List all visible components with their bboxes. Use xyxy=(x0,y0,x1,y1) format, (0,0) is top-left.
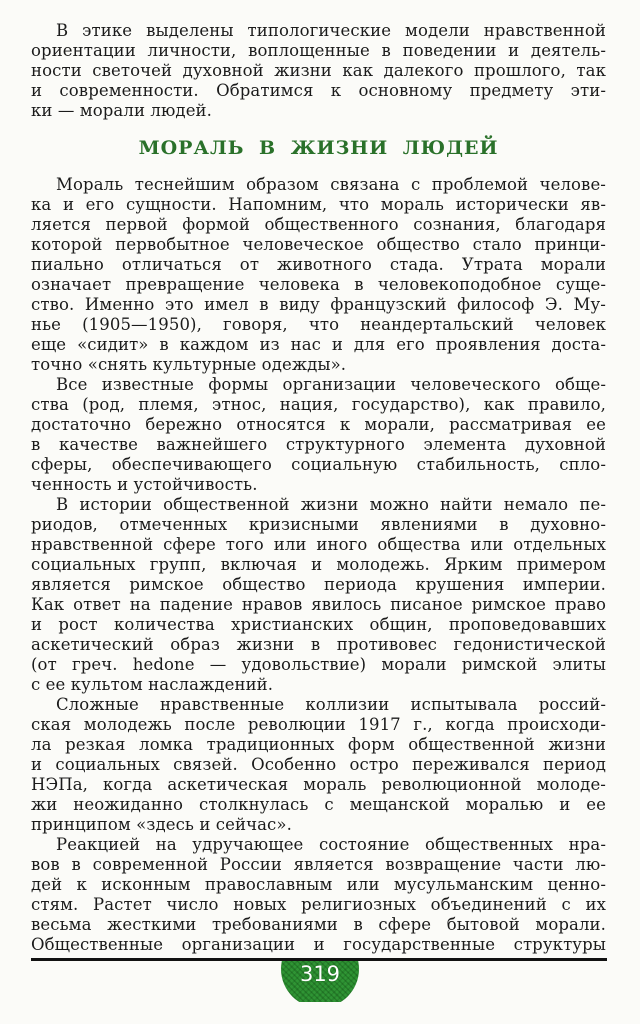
text-line: НЭПа, когда аскетическая мораль революционной молоде- xyxy=(31,775,606,794)
text-line: с ее культом наслаждений. xyxy=(31,675,274,694)
text-line: и рост количества христианских общин, проповедовавших xyxy=(31,615,606,634)
text-line: В этике выделены типологические модели нравственной xyxy=(56,21,606,40)
body-text xyxy=(31,21,606,955)
text-line: нье (1905—1950), говоря, что неандертальский человек xyxy=(31,315,606,334)
text-line: аскетический образ жизни в противовес гедонистической xyxy=(31,635,606,654)
text-line: Мораль теснейшим образом связана с проблемой челове- xyxy=(56,175,606,194)
text-line: ства (род, племя, этнос, нация, государство), как правило, xyxy=(31,395,606,414)
paragraph xyxy=(31,21,606,121)
text-line: пиально отличаться от животного стада. Утрата морали xyxy=(31,255,606,274)
text-line: ла резкая ломка традиционных форм общественной жизни xyxy=(31,735,606,754)
text-line: ности светочей духовной жизни как далекого прошлого, так xyxy=(31,61,606,80)
text-line: сферы, обеспечивающего социальную стабильность, спло- xyxy=(31,455,606,474)
text-line: точно «снять культурные одежды». xyxy=(31,355,347,374)
text-line: в качестве важнейшего структурного элемента духовной xyxy=(31,435,606,454)
text-line: жи неожиданно столкнулась с мещанской моралью и ее xyxy=(31,795,606,814)
section-heading: МОРАЛЬ В ЖИЗНИ ЛЮДЕЙ xyxy=(138,137,499,159)
text-line: принципом «здесь и сейчас». xyxy=(31,815,292,834)
text-line: нравственной сфере того или иного общества или отдельных xyxy=(31,535,606,554)
text-line: Все известные формы организации человеческого обще- xyxy=(56,375,606,394)
text-line: ство. Именно это имел в виду французский философ Э. Му- xyxy=(31,295,606,314)
text-line: дей к исконным православным или мусульманским ценно- xyxy=(31,875,606,894)
text-line: ская молодежь после революции 1917 г., когда происходи- xyxy=(31,715,606,734)
text-line: ориентации личности, воплощенные в поведении и деятель- xyxy=(31,41,606,60)
page-number: 319 xyxy=(299,962,341,986)
paragraph xyxy=(31,835,606,955)
text-line: достаточно бережно относятся к морали, рассматривая ее xyxy=(31,415,606,434)
text-line: ки — морали людей. xyxy=(31,101,213,120)
text-line: Реакцией на удручающее состояние общественных нра- xyxy=(56,835,606,854)
text-line: Общественные организации и государственные структуры xyxy=(31,935,606,954)
text-line: ченность и устойчивость. xyxy=(31,475,258,494)
text-line: означает превращение человека в человекоподобное суще- xyxy=(31,275,606,294)
text-line: социальных групп, включая и молодежь. Ярким примером xyxy=(31,555,606,574)
text-line: В истории общественной жизни можно найти немало пе- xyxy=(56,495,606,514)
text-line: риодов, отмеченных кризисными явлениями в духовно- xyxy=(31,515,606,534)
text-line: которой первобытное человеческое общество стало принци- xyxy=(31,235,606,254)
text-line: ка и его сущности. Напомним, что мораль исторически яв- xyxy=(31,195,606,214)
text-line: (от греч. hedone — удовольствие) морали римской элиты xyxy=(31,655,606,674)
page-number-badge xyxy=(281,961,359,1002)
text-line: еще «сидит» в каждом из нас и для его проявления доста- xyxy=(31,335,606,354)
text-line: стям. Растет число новых религиозных объединений с их xyxy=(31,895,606,914)
paragraph xyxy=(31,495,606,695)
text-line: ляется первой формой общественного сознания, благодаря xyxy=(31,215,606,234)
text-line: Сложные нравственные коллизии испытывала россий- xyxy=(56,695,606,714)
text-line: вов в современной России является возвращение части лю- xyxy=(31,855,606,874)
paragraph xyxy=(31,375,606,495)
text-line: Как ответ на падение нравов явилось писаное римское право xyxy=(31,595,606,614)
text-line: и социальных связей. Особенно остро переживался период xyxy=(31,755,606,774)
text-line: и современности. Обратимся к основному предмету эти- xyxy=(31,81,606,100)
text-line: является римское общество периода крушения империи. xyxy=(31,575,606,594)
text-line: весьма жесткими требованиями в сфере бытовой морали. xyxy=(31,915,606,934)
paragraph xyxy=(31,175,606,375)
paragraph xyxy=(31,695,606,835)
